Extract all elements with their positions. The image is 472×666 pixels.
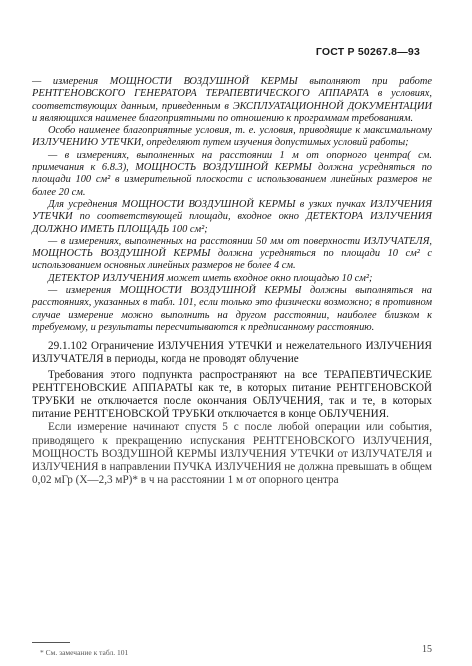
document-body	[32, 76, 432, 487]
paragraph-2: Особо наименее благоприятные условия, т. е. условия, приводящие к максимальному ИЗЛУЧЕНИЮ УТЕЧКИ, определяют путем изучения допустимых условий работы;	[32, 125, 432, 149]
footnote-divider	[32, 642, 70, 643]
document-header: ГОСТ Р 50267.8—93	[315, 46, 420, 58]
section-paragraph-1: Требования этого подпункта распространяют на все ТЕРАПЕВТИЧЕСКИЕ РЕНТГЕНОВСКИЕ АППАРАТЫ как те, в которых питание РЕНТГЕНОВСКОЙ ТРУБКИ не отключается после окончания ОБЛУЧЕНИЯ, так и те, в которых питание РЕНТГЕНОВСКОЙ ТРУБКИ отключается в конце ОБЛУЧЕНИЯ.	[32, 368, 432, 421]
paragraph-6: ДЕТЕКТОР ИЗЛУЧЕНИЯ может иметь входное окно площадью 10 см²;	[48, 272, 373, 284]
paragraph-5: — в измерениях, выполненных на расстоянии 50 мм от поверхности ИЗЛУЧАТЕЛЯ, МОЩНОСТЬ ВОЗДУШНОЙ КЕРМЫ должна усредняться по площади 10 см² с использованием основных линейных размеров не более 4 см.	[32, 235, 432, 272]
paragraph-7: — измерения МОЩНОСТИ ВОЗДУШНОЙ КЕРМЫ должны выполняться на расстояниях, указанных в табл. 101, если только это физически возможно; в противном случае измерение можно выполнить на другом расстоянии, наиболее близком к требуемому, и результаты пересчитываются к предписанному расстоянию.	[32, 285, 432, 333]
paragraph-1: — измерения МОЩНОСТИ ВОЗДУШНОЙ КЕРМЫ выполняют при работе РЕНТГЕНОВСКОГО ГЕНЕРАТОРА ТЕРАПЕВТИЧЕСКОГО АППАРАТА в условиях, соответствующих данным, приведенным в ЭКСПЛУАТАЦИОННОЙ ДОКУМЕНТАЦИИ и являющихся наименее благоприятными по отношению к программам требованиям.	[32, 76, 432, 124]
section-title: 29.1.102 Ограничение ИЗЛУЧЕНИЯ УТЕЧКИ и нежелательного ИЗЛУЧЕНИЯ ИЗЛУЧАТЕЛЯ в периоды, когда не проводят облучение	[32, 340, 432, 366]
page-number: 15	[422, 644, 432, 655]
section-paragraph-2: Если измерение начинают спустя 5 с после любой операции или события, приводящего к прекращению испускания РЕНТГЕНОВСКОГО ИЗЛУЧЕНИЯ, МОЩНОСТЬ ВОЗДУШНОЙ КЕРМЫ ИЗЛУЧЕНИЯ УТЕЧКИ от ИЗЛУЧАТЕЛЯ и ИЗЛУЧЕНИЯ в направлении ПУЧКА ИЗЛУЧЕНИЯ не должна превышать в общем 0,02 мГр (Х—2,3 мР)* в ч на расстоянии 1 м от опорного центра	[32, 421, 432, 487]
paragraph-4: Для усреднения МОЩНОСТИ ВОЗДУШНОЙ КЕРМЫ в узких пучках ИЗЛУЧЕНИЯ УТЕЧКИ по соответствующей площади, входное окно ДЕТЕКТОРА ИЗЛУЧЕНИЯ ДОЛЖНО ИМЕТЬ ПЛОЩАДЬ 100 см²;	[32, 198, 432, 235]
footnote: * См. замечание к табл. 101	[40, 648, 129, 657]
paragraph-3: — в измерениях, выполненных на расстоянии 1 м от опорного центра( см. примечания к 6.8.3), МОЩНОСТЬ ВОЗДУШНОЙ КЕРМЫ должна усредняться по площади 100 см² в измерительной плоскости с использованием линейных размеров не более 20 см.	[32, 149, 432, 198]
